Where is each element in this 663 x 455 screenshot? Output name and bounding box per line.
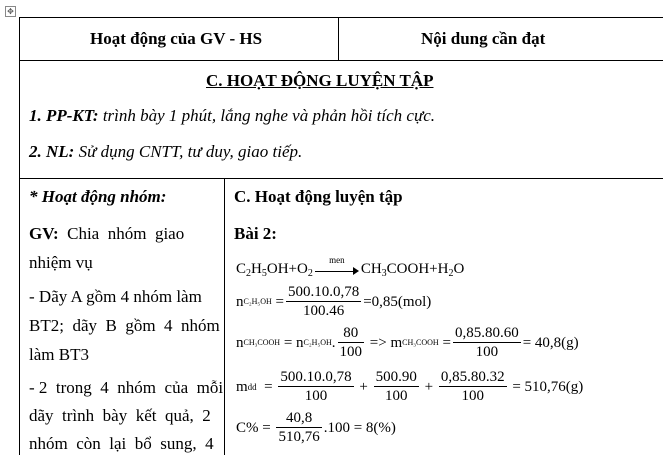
left-c-line1: - 2 trong 4 nhóm của mỗi: [29, 378, 224, 397]
right-heading: C. Hoạt động luyện tập: [234, 187, 403, 206]
nl-text: Sử dụng CNTT, tư duy, giao tiếp.: [74, 142, 303, 161]
fraction: $\frac{0,85.80.60}{100}$: [454, 325, 519, 360]
equation-mass-solution: m dd = $\frac{500.10.0,78}{100}$ + $\frac{500.90}{100}$ + $\frac{0,85.80.32}{100}$ = 510,76(g): [236, 369, 584, 404]
left-a-line1: - Dãy A gồm 4 nhóm làm: [29, 287, 202, 306]
fraction: $\frac{80}{100}$: [339, 325, 363, 360]
section-title: C. HOẠT ĐỘNG LUYỆN TẬP: [206, 71, 434, 90]
reaction-arrow-icon: [315, 254, 359, 276]
move-anchor-icon[interactable]: ✥: [5, 6, 16, 17]
pp-kt-text: trình bày 1 phút, lắng nghe và phản hồi tích cực.: [98, 106, 436, 125]
fraction: $\frac{0,85.80.32}{100}$: [440, 369, 505, 404]
nl-line: [29, 142, 302, 162]
reaction-equation: $C_2H_5OH+O_2$ men $CH_3COOH+H_2O$: [236, 254, 465, 279]
left-gv-line1: [29, 224, 184, 244]
table-col-divider-header: [338, 17, 339, 61]
pp-kt-label: 1. PP-KT:: [29, 106, 99, 125]
table-divider-header: [19, 60, 663, 61]
left-gv-label: GV:: [29, 224, 59, 243]
left-a-line2: BT2; dãy B gồm 4 nhóm: [29, 316, 220, 335]
fraction: $\frac{500.10.0,78}{100.46}$: [287, 284, 360, 319]
table-border-top: [19, 17, 663, 18]
fraction: $\frac{500.10.0,78}{100}$: [280, 369, 352, 404]
left-heading: * Hoạt động nhóm:: [29, 187, 167, 206]
left-gv-line2: nhiệm vụ: [29, 253, 93, 272]
table-divider-section: [19, 178, 663, 179]
pp-kt-line: [29, 106, 435, 126]
nl-label: 2. NL:: [29, 142, 75, 161]
equation-percent: C% = $\frac{40,8}{510,76}$ .100 = 8(%): [236, 410, 396, 445]
fraction: $\frac{40,8}{510,76}$: [278, 410, 320, 445]
left-c-line3: nhóm còn lại bổ sung, 4: [29, 434, 214, 453]
table-col-divider-body: [224, 178, 225, 455]
left-gv-rest: Chia nhóm giao: [58, 224, 185, 243]
header-col-activities: Hoạt động của GV - HS: [90, 29, 263, 48]
fraction: $\frac{500.90}{100}$: [375, 369, 417, 404]
left-c-line2: dãy trình bày kết quả, 2: [29, 406, 211, 425]
table-border-left: [19, 17, 20, 455]
header-col-content: Nội dung cần đạt: [421, 29, 546, 48]
equation-n-ethanol: n C₂H₅OH = $\frac{500.10.0,78}{100.46}$ =0,85(mol): [236, 284, 432, 319]
equation-n-acid: n CH₃COOH = n C₂H₅OH . $\frac{80}{100}$ => m CH₃COOH = $\frac{0,85.80.60}{100}$ = 40,8(g): [236, 325, 579, 360]
left-a-line3: làm BT3: [29, 345, 89, 364]
exercise-label: Bài 2:: [234, 224, 277, 243]
arrow-label: men: [329, 254, 345, 265]
